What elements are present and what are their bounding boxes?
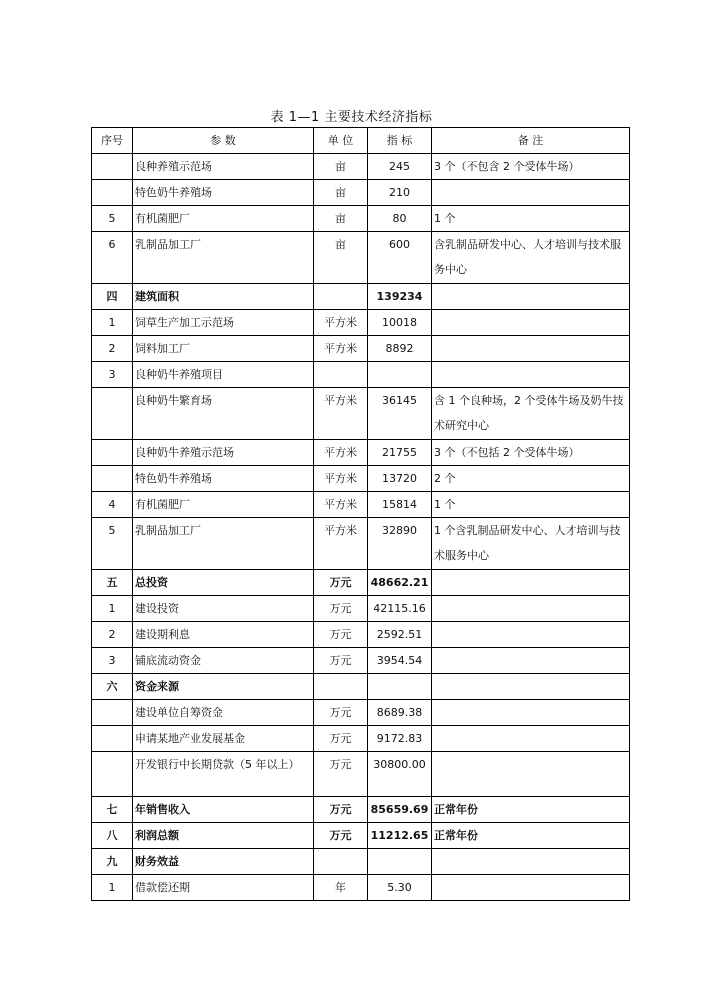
row-value: 85659.69: [368, 797, 432, 823]
row-note: 1 个含乳制品研发中心、人才培训与技术服务中心: [432, 518, 630, 570]
row-unit: 亩: [314, 232, 368, 284]
row-value: 245: [368, 154, 432, 180]
header-no: 序号: [92, 128, 133, 154]
row-no: 六: [92, 674, 133, 700]
row-no: 八: [92, 823, 133, 849]
row-unit: [314, 284, 368, 310]
row-param: 利润总额: [133, 823, 314, 849]
table-row: [92, 596, 630, 622]
row-unit: 平方米: [314, 388, 368, 440]
row-note: [432, 752, 630, 797]
row-unit: 平方米: [314, 336, 368, 362]
row-value: 30800.00: [368, 752, 432, 797]
row-note: [432, 336, 630, 362]
row-unit: 平方米: [314, 310, 368, 336]
row-value: 42115.16: [368, 596, 432, 622]
row-unit: 亩: [314, 180, 368, 206]
row-no: [92, 180, 133, 206]
row-note: [432, 674, 630, 700]
row-value: 2592.51: [368, 622, 432, 648]
row-value: 210: [368, 180, 432, 206]
table-row: [92, 362, 630, 388]
row-param: 有机菌肥厂: [133, 206, 314, 232]
table-row: [92, 284, 630, 310]
table-row: [92, 518, 630, 570]
row-note: 3 个（不包含 2 个受体牛场）: [432, 154, 630, 180]
row-param: 饲草生产加工示范场: [133, 310, 314, 336]
row-param: 借款偿还期: [133, 875, 314, 901]
row-note: 正常年份: [432, 797, 630, 823]
row-no: [92, 440, 133, 466]
table-row: [92, 232, 630, 284]
row-value: [368, 674, 432, 700]
header-unit: 单 位: [314, 128, 368, 154]
row-no: [92, 388, 133, 440]
tech-econ-table: [91, 127, 630, 901]
row-note: [432, 284, 630, 310]
table-row: [92, 726, 630, 752]
table-row: [92, 849, 630, 875]
row-no: 七: [92, 797, 133, 823]
row-note: 1 个: [432, 492, 630, 518]
row-note: [432, 622, 630, 648]
row-note: [432, 648, 630, 674]
row-value: 8689.38: [368, 700, 432, 726]
row-value: 36145: [368, 388, 432, 440]
row-no: [92, 466, 133, 492]
row-no: [92, 154, 133, 180]
row-param: 良种奶牛养殖示范场: [133, 440, 314, 466]
row-unit: 亩: [314, 154, 368, 180]
row-value: 32890: [368, 518, 432, 570]
row-unit: 平方米: [314, 466, 368, 492]
row-unit: 年: [314, 875, 368, 901]
row-unit: 亩: [314, 206, 368, 232]
table-row: [92, 440, 630, 466]
row-note: 2 个: [432, 466, 630, 492]
row-value: 10018: [368, 310, 432, 336]
row-no: [92, 726, 133, 752]
row-value: 48662.21: [368, 570, 432, 596]
row-value: 9172.83: [368, 726, 432, 752]
row-param: 总投资: [133, 570, 314, 596]
row-no: 2: [92, 336, 133, 362]
row-param: 特色奶牛养殖场: [133, 466, 314, 492]
row-value: [368, 362, 432, 388]
row-value: 139234: [368, 284, 432, 310]
row-note: [432, 875, 630, 901]
row-value: 13720: [368, 466, 432, 492]
row-param: 良种奶牛繁育场: [133, 388, 314, 440]
row-no: 6: [92, 232, 133, 284]
row-param: 乳制品加工厂: [133, 232, 314, 284]
row-param: 乳制品加工厂: [133, 518, 314, 570]
table-row: [92, 622, 630, 648]
row-param: 年销售收入: [133, 797, 314, 823]
table-row: [92, 875, 630, 901]
row-unit: 万元: [314, 596, 368, 622]
row-no: 1: [92, 875, 133, 901]
row-note: 1 个: [432, 206, 630, 232]
row-note: [432, 849, 630, 875]
row-value: 600: [368, 232, 432, 284]
row-unit: 平方米: [314, 440, 368, 466]
row-no: 1: [92, 596, 133, 622]
row-value: 21755: [368, 440, 432, 466]
row-unit: [314, 362, 368, 388]
row-no: 5: [92, 206, 133, 232]
row-no: 九: [92, 849, 133, 875]
row-note: [432, 700, 630, 726]
row-unit: 万元: [314, 648, 368, 674]
row-unit: 万元: [314, 700, 368, 726]
table-row: [92, 154, 630, 180]
table-row: [92, 752, 630, 797]
row-note: 正常年份: [432, 823, 630, 849]
row-param: 财务效益: [133, 849, 314, 875]
row-value: 8892: [368, 336, 432, 362]
table-title: 表 1—1 主要技术经济指标: [270, 110, 433, 125]
row-unit: 平方米: [314, 518, 368, 570]
row-value: [368, 849, 432, 875]
row-unit: 平方米: [314, 492, 368, 518]
row-no: 4: [92, 492, 133, 518]
row-unit: 万元: [314, 726, 368, 752]
row-unit: 万元: [314, 752, 368, 797]
row-no: [92, 752, 133, 797]
row-no: [92, 700, 133, 726]
row-no: 2: [92, 622, 133, 648]
row-value: 11212.65: [368, 823, 432, 849]
header-note: 备 注: [432, 128, 630, 154]
table-row: [92, 206, 630, 232]
table-row: [92, 466, 630, 492]
row-note: 含乳制品研发中心、人才培训与技术服务中心: [432, 232, 630, 284]
row-value: 5.30: [368, 875, 432, 901]
row-param: 建设投资: [133, 596, 314, 622]
row-note: [432, 180, 630, 206]
row-note: [432, 310, 630, 336]
row-unit: [314, 849, 368, 875]
row-no: 3: [92, 362, 133, 388]
row-no: 3: [92, 648, 133, 674]
row-unit: [314, 674, 368, 700]
row-param: 资金来源: [133, 674, 314, 700]
row-value: 3954.54: [368, 648, 432, 674]
row-param: 饲料加工厂: [133, 336, 314, 362]
table-row: [92, 336, 630, 362]
row-no: 五: [92, 570, 133, 596]
row-note: 3 个（不包括 2 个受体牛场）: [432, 440, 630, 466]
row-param: 建筑面积: [133, 284, 314, 310]
table-row: [92, 388, 630, 440]
row-param: 特色奶牛养殖场: [133, 180, 314, 206]
header-row: [92, 128, 630, 154]
table-row: [92, 700, 630, 726]
row-unit: 万元: [314, 797, 368, 823]
row-value: 80: [368, 206, 432, 232]
row-no: 5: [92, 518, 133, 570]
table-row: [92, 310, 630, 336]
row-param: 良种养殖示范场: [133, 154, 314, 180]
row-unit: 万元: [314, 622, 368, 648]
row-unit: 万元: [314, 823, 368, 849]
table-row: [92, 492, 630, 518]
row-param: 建设期利息: [133, 622, 314, 648]
row-note: [432, 596, 630, 622]
row-unit: 万元: [314, 570, 368, 596]
row-param: 有机菌肥厂: [133, 492, 314, 518]
row-param: 建设单位自筹资金: [133, 700, 314, 726]
row-note: 含 1 个良种场，2 个受体牛场及奶牛技术研究中心: [432, 388, 630, 440]
row-no: 四: [92, 284, 133, 310]
table-row: [92, 570, 630, 596]
row-param: 铺底流动资金: [133, 648, 314, 674]
row-param: 申请某地产业发展基金: [133, 726, 314, 752]
table-row: [92, 180, 630, 206]
row-param: 开发银行中长期贷款（5 年以上）: [133, 752, 314, 797]
row-note: [432, 570, 630, 596]
table-row: [92, 797, 630, 823]
table-row: [92, 648, 630, 674]
row-no: 1: [92, 310, 133, 336]
row-note: [432, 362, 630, 388]
row-value: 15814: [368, 492, 432, 518]
row-param: 良种奶牛养殖项目: [133, 362, 314, 388]
table-row: [92, 823, 630, 849]
table-row: [92, 674, 630, 700]
header-param: 参 数: [133, 128, 314, 154]
header-value: 指 标: [368, 128, 432, 154]
row-note: [432, 726, 630, 752]
